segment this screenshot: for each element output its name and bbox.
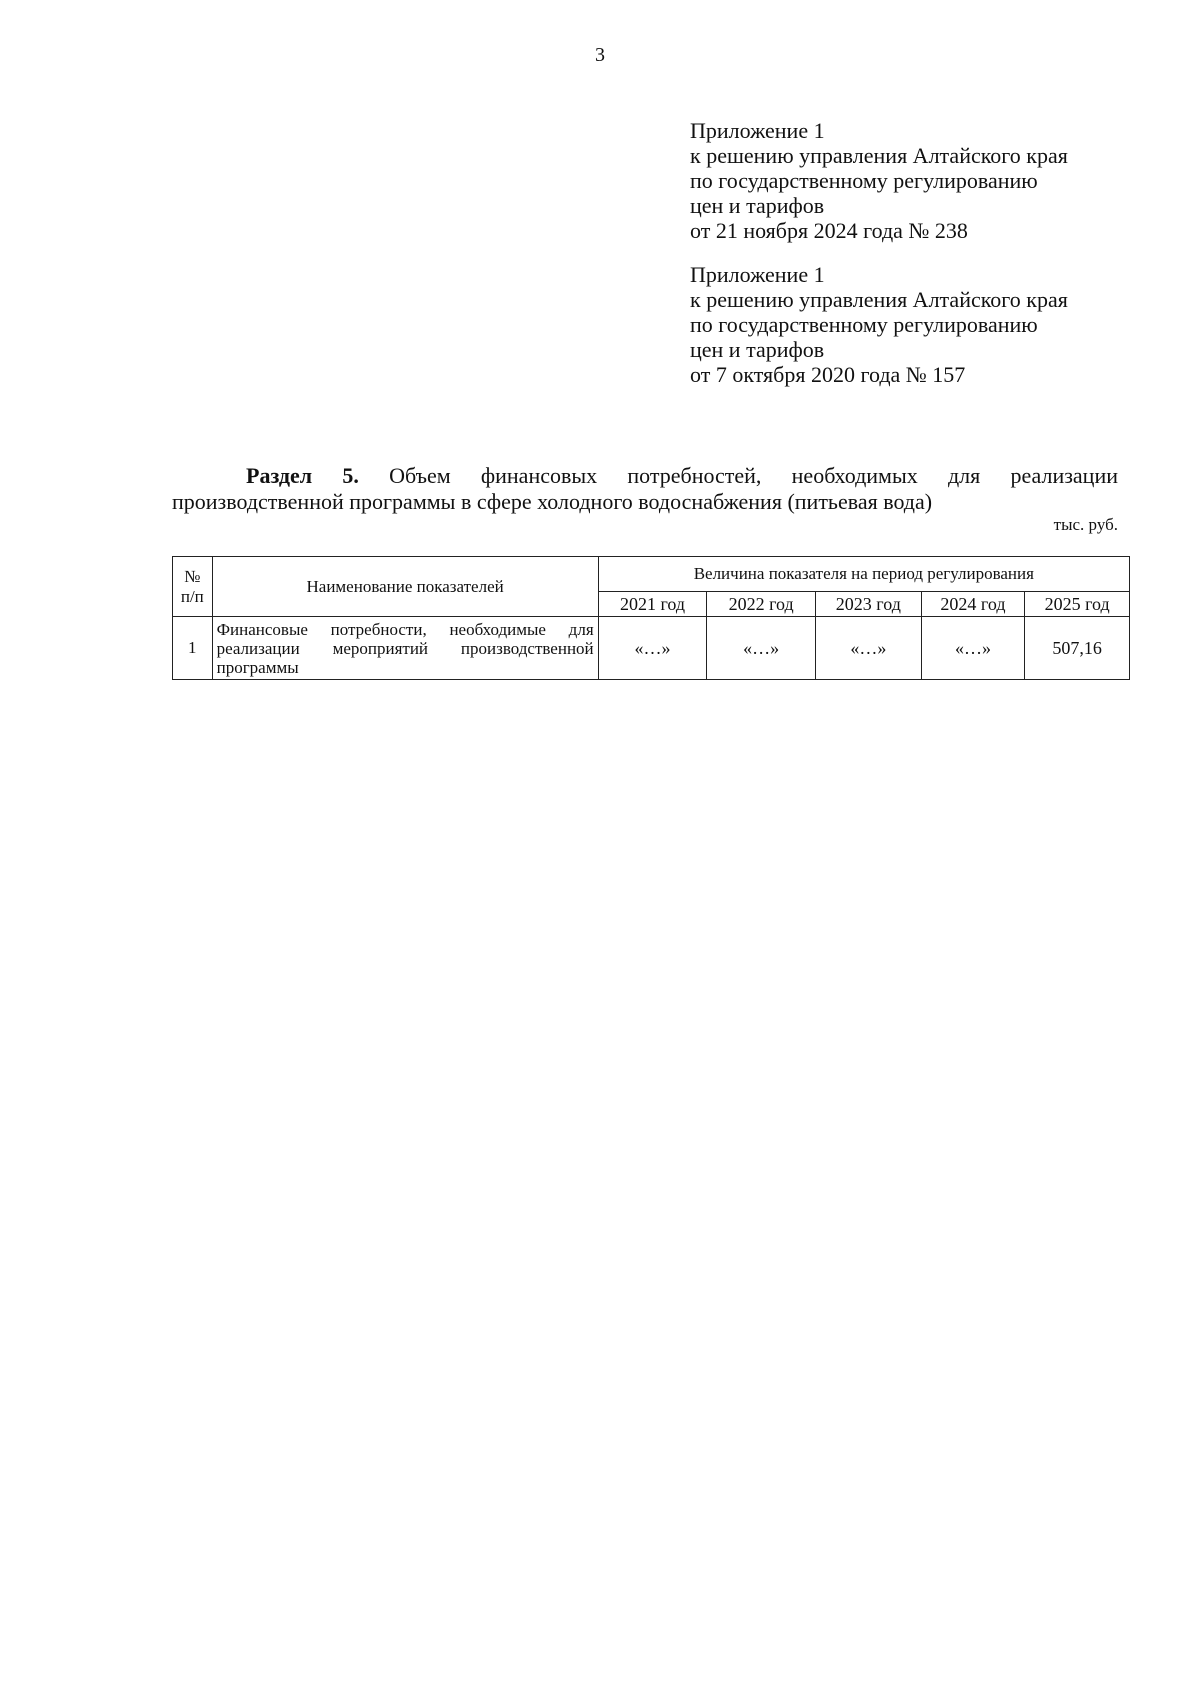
appendix-block-original: [690, 262, 1160, 387]
row-num: 1: [173, 617, 213, 680]
appendix-line: Приложение 1: [690, 118, 825, 143]
header-name: Наименование показателей: [212, 557, 598, 617]
row-name: Финансовые потребности, необходимые для реализации мероприятий производственной программы: [212, 617, 598, 680]
appendix-line: Приложение 1: [690, 262, 825, 287]
row-value: «…»: [921, 617, 1025, 680]
appendix-line: к решению управления Алтайского края: [690, 143, 1068, 168]
appendix-line: от 7 октября 2020 года № 157: [690, 362, 966, 387]
section-label: Раздел 5.: [246, 463, 359, 488]
financial-needs-table: [172, 556, 1130, 680]
header-num-sign: №: [184, 566, 201, 586]
appendix-line: цен и тарифов: [690, 193, 825, 218]
section-title-text: Объем финансовых потребностей, необходимых для реализации: [389, 463, 1118, 488]
table-row: [173, 617, 1130, 680]
appendix-line: по государственному регулированию: [690, 168, 1038, 193]
row-value: «…»: [707, 617, 816, 680]
section-title-line2: производственной программы в сфере холодного водоснабжения (питьевая вода): [172, 489, 933, 514]
table-header-row: [173, 557, 1130, 592]
header-year: 2022 год: [707, 592, 816, 617]
appendix-line: цен и тарифов: [690, 337, 825, 362]
row-value: «…»: [598, 617, 707, 680]
section-title-line1: [172, 463, 1118, 489]
units-label: тыс. руб.: [1053, 515, 1118, 534]
page-number: 3: [595, 44, 605, 66]
header-year: 2021 год: [598, 592, 707, 617]
header-num-sub: п/п: [180, 586, 204, 606]
header-year: 2023 год: [816, 592, 922, 617]
appendix-block-current: [690, 118, 1160, 243]
section-title: [172, 463, 1118, 515]
header-year: 2025 год: [1025, 592, 1130, 617]
header-year: 2024 год: [921, 592, 1025, 617]
appendix-line: от 21 ноября 2024 года № 238: [690, 218, 968, 243]
appendix-line: по государственному регулированию: [690, 312, 1038, 337]
header-num: [173, 557, 213, 617]
row-value: «…»: [816, 617, 922, 680]
appendix-line: к решению управления Алтайского края: [690, 287, 1068, 312]
row-value: 507,16: [1025, 617, 1130, 680]
header-period: Величина показателя на период регулирования: [598, 557, 1129, 592]
